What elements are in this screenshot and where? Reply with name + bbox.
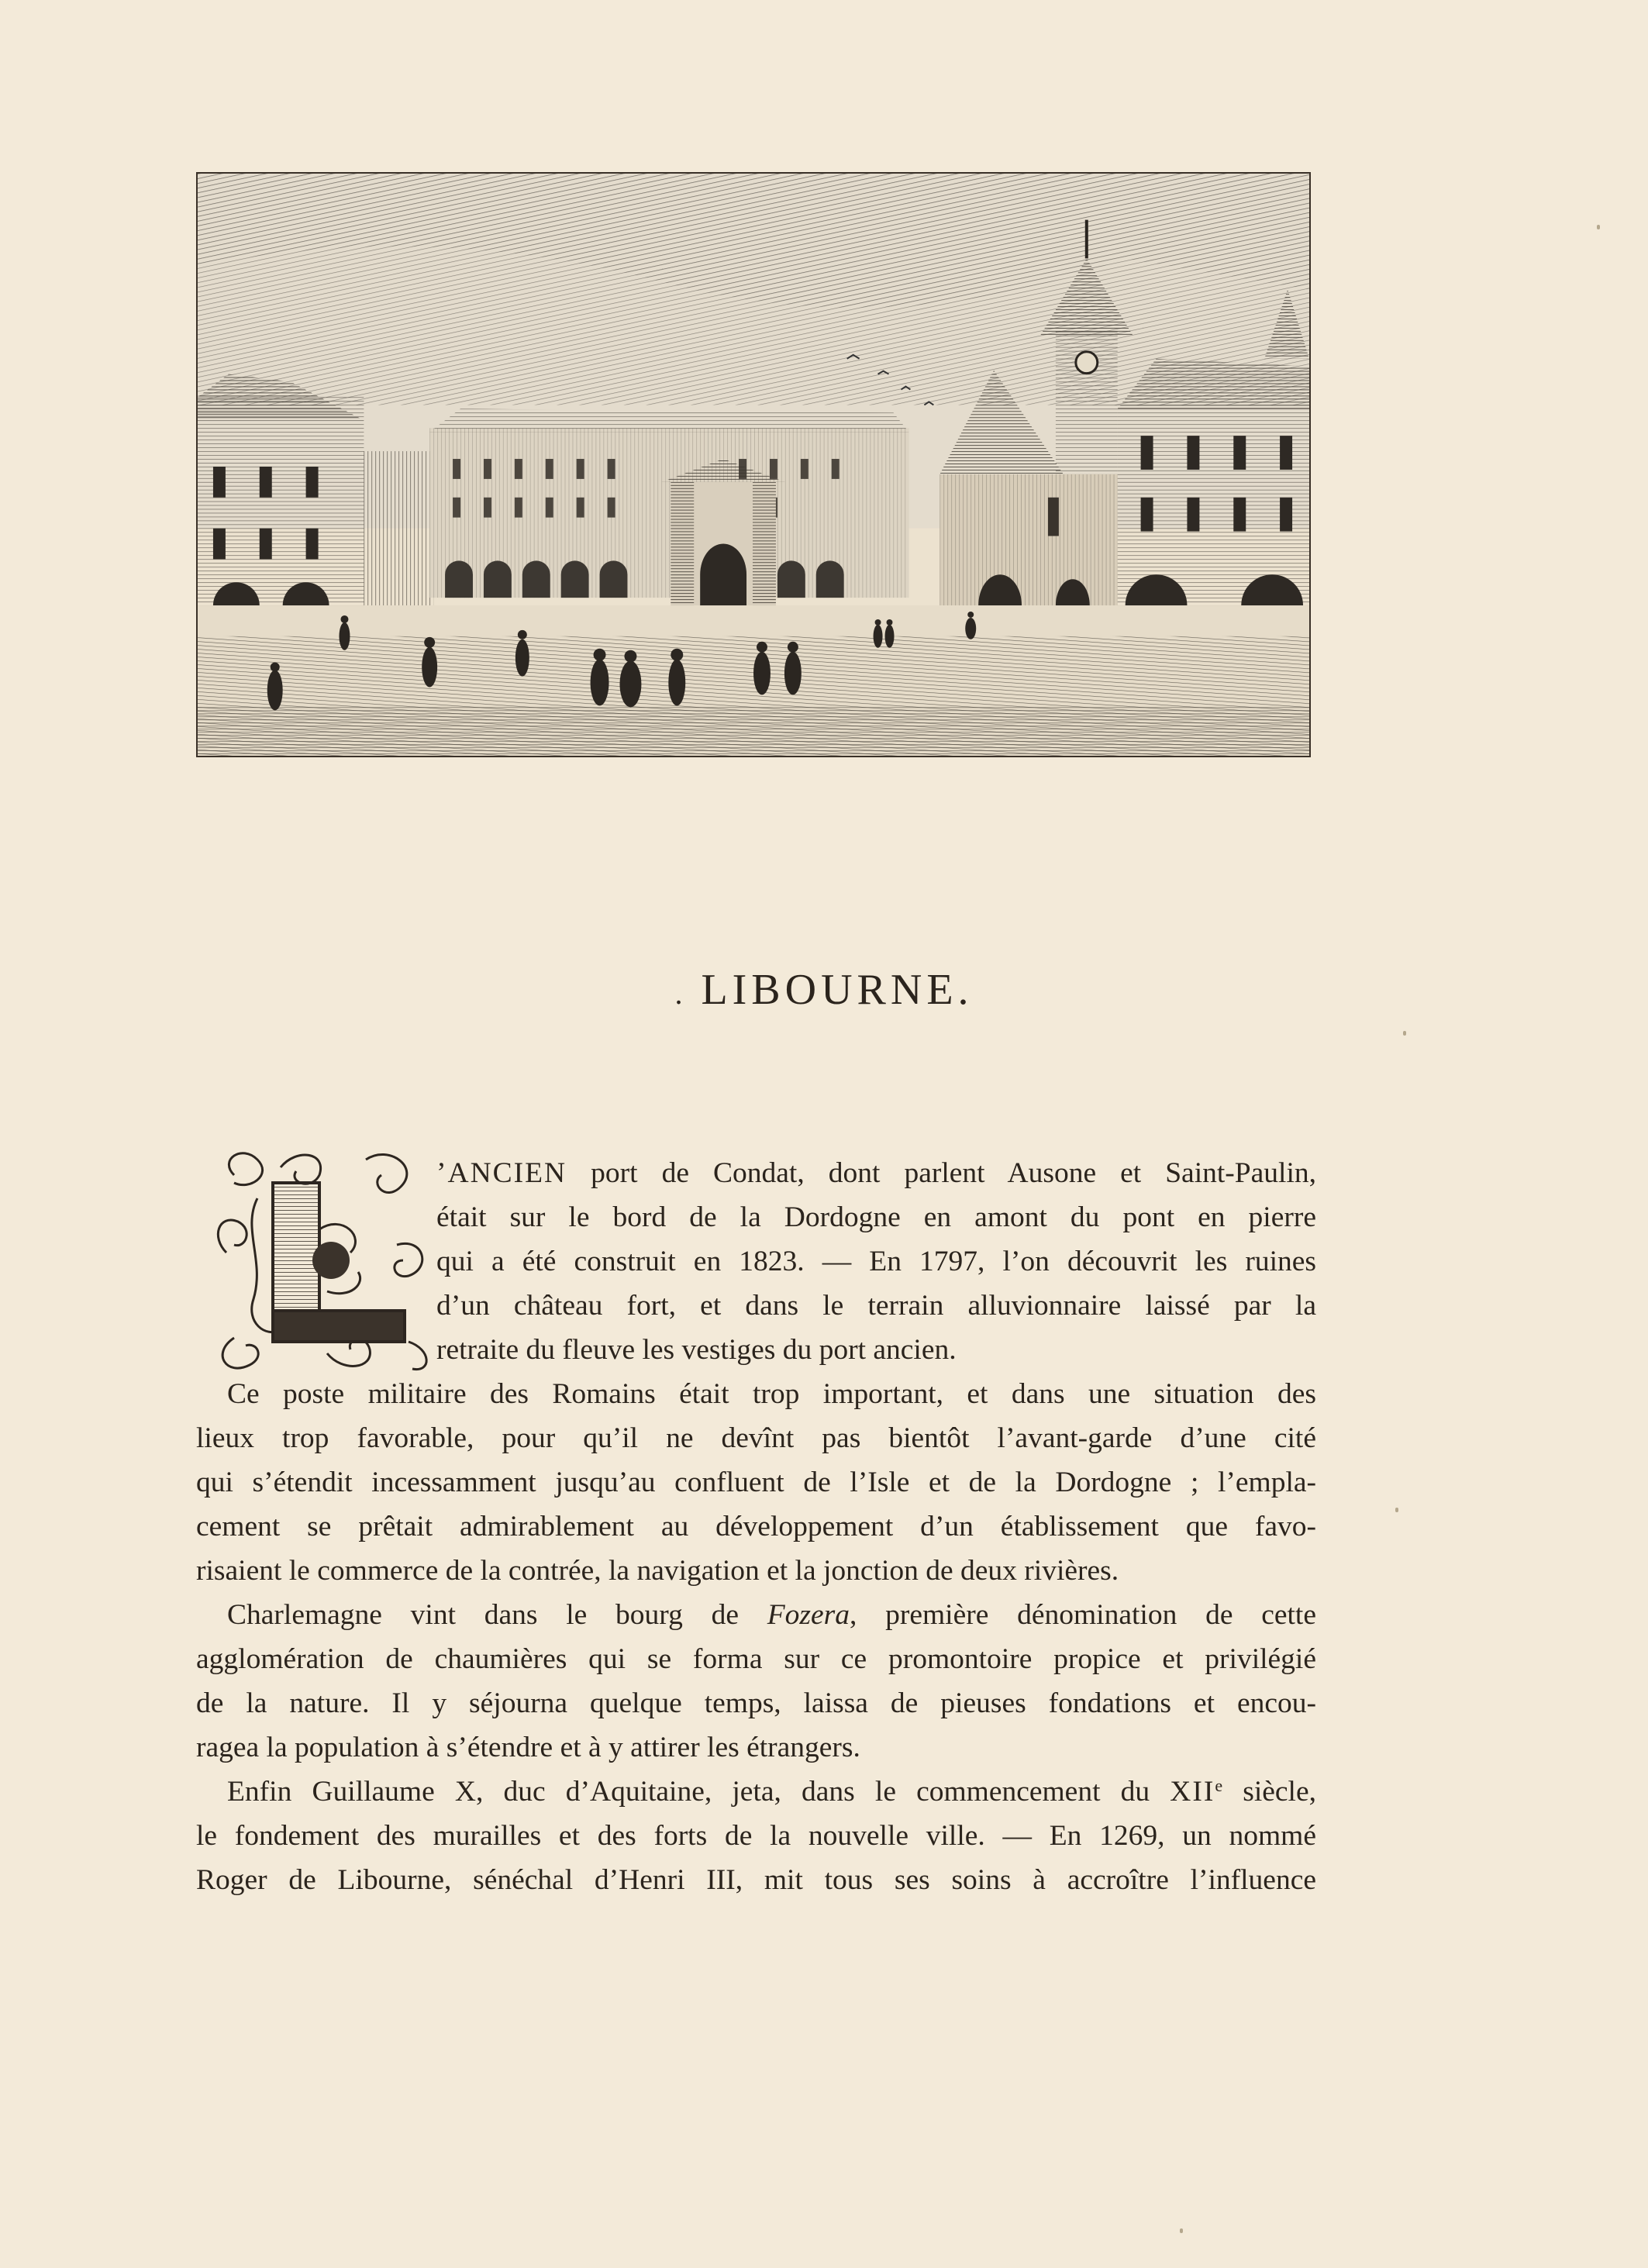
ordinal-suffix: e [1215,1776,1223,1795]
text-line: Ce poste militaire des Romains était trop important, et dans une situation des [227,1378,1316,1410]
body-text [196,1151,1316,1902]
text-line: Roger de Libourne, sénéchal d’Henri III, mit tous ses soins à accroître l’influence [196,1864,1316,1896]
text-segment: siècle, [1222,1776,1316,1808]
opening-line-rest: port de Condat, dont parlent Ausone et Saint-Paulin, [567,1157,1316,1189]
opening-word: ’ANCIEN [436,1157,567,1189]
paragraph-1 [196,1151,1316,1372]
town-square-picture [198,174,1309,756]
paper-speck [1395,1508,1398,1512]
illustration-engraving [196,172,1311,757]
paragraph-2 [196,1372,1316,1593]
text-line: qui s’étendit incessamment jusqu’au confluent de l’Isle et de la Dordogne ; l’empla- [196,1467,1316,1498]
italic-place-name: Fozera [767,1599,850,1631]
paper-speck [1403,1031,1406,1036]
text-line: cement se prêtait admirablement au développement d’un établissement que favo- [196,1511,1316,1542]
page-title [0,965,1648,1015]
text-line: lieux trop favorable, pour qu’il ne devînt pas bientôt l’avant-garde d’une cité [196,1422,1316,1454]
century-numeral: XII [1170,1776,1215,1808]
text-line: le fondement des murailles et des forts de la nouvelle ville. — En 1269, un nommé [196,1820,1316,1852]
text-line [196,1770,1316,1814]
text-line: ragea la population à s’étendre et à y attirer les étrangers. [196,1732,860,1763]
text-segment: Enfin Guillaume X, duc d’Aquitaine, jeta, dans le commencement du [227,1776,1150,1808]
text-segment: Charlemagne vint dans le bourg de [227,1599,739,1631]
text-line: de la nature. Il y séjourna quelque temps, laissa de pieuses fondations et encou- [196,1687,1316,1719]
title-mark: . [674,976,688,1011]
paper-speck [1597,225,1600,229]
text-line: qui a été construit en 1823. — En 1797, l’on découvrit les ruines [436,1246,1316,1277]
paper-speck [1180,2228,1183,2233]
text-line: d’un château fort, et dans le terrain alluvionnaire laissé par la [436,1290,1316,1322]
text-line: risaient le commerce de la contrée, la navigation et la jonction de deux rivières. [196,1555,1119,1587]
paragraph-4 [196,1770,1316,1902]
text-line [196,1151,1316,1195]
title-text: LIBOURNE. [701,966,974,1014]
text-line [196,1593,1316,1637]
text-line: retraite du fleuve les vestiges du port ancien. [436,1334,957,1366]
text-segment: , première dénomination de cette [850,1599,1316,1631]
paragraph-3 [196,1593,1316,1770]
text-line: agglomération de chaumières qui se forma sur ce promontoire propice et privilégié [196,1643,1316,1675]
text-line: était sur le bord de la Dordogne en amont du pont en pierre [436,1201,1316,1233]
